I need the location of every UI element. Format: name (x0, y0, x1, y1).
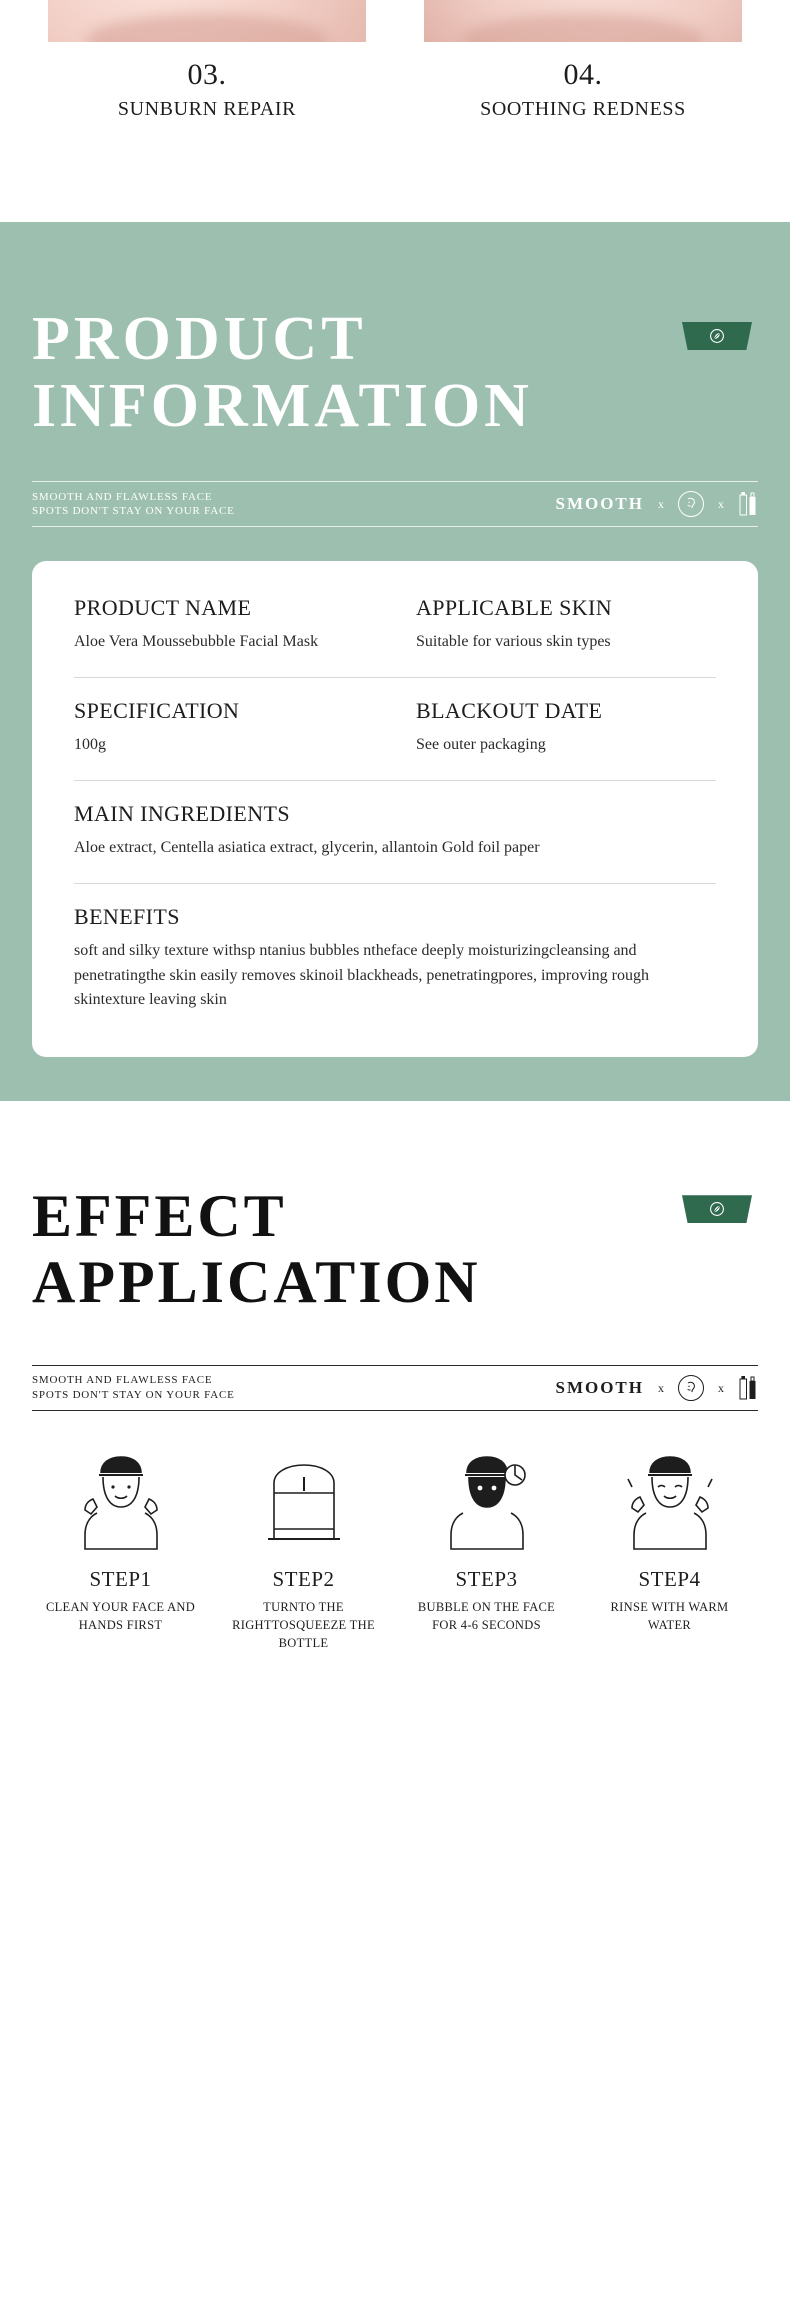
benefit-title: SOOTHING REDNESS (480, 98, 686, 120)
step-item (32, 1445, 209, 1652)
washing-face-icon (32, 1445, 209, 1555)
spec-value: soft and silky texture withsp ntanius bubbles ntheface deeply moisturizingcleansing and penetratingthe skin easily removes skinoil blackheads, penetratingpores, improving rough skintexture leaving skin (74, 941, 649, 1009)
brand-rule-bar (32, 481, 758, 527)
spec-label: PRODUCT NAME (74, 595, 252, 621)
section-title (32, 1153, 758, 1315)
spec-blackout-date (416, 698, 716, 758)
step-name: STEP4 (638, 1567, 701, 1592)
leaf-emblem-icon (682, 1195, 752, 1223)
spec-value: 100g (74, 736, 106, 754)
tagline-line1: SMOOTH AND FLAWLESS FACE (32, 490, 213, 503)
pump-bottle-icon (215, 1445, 392, 1555)
page-title-line1: PRODUCT (32, 305, 367, 373)
specification-card (32, 561, 758, 1057)
spec-benefits (74, 904, 716, 1013)
step-name: STEP1 (89, 1567, 152, 1592)
rinse-face-icon (581, 1445, 758, 1555)
step-name: STEP3 (455, 1567, 518, 1592)
spec-label: MAIN INGREDIENTS (74, 801, 290, 827)
brand-word: SMOOTH (555, 1378, 644, 1398)
benefit-number: 03. (187, 58, 227, 91)
effect-application-section (0, 1153, 790, 1682)
tagline (32, 490, 235, 520)
spec-row-middle (74, 698, 716, 758)
step-description: TURNTO THE RIGHTTOSQUEEZE THE BOTTLE (232, 1600, 375, 1651)
spec-label: BLACKOUT DATE (416, 698, 603, 724)
step-item (398, 1445, 575, 1652)
section-title-line2: APPLICATION (32, 1249, 481, 1316)
benefit-title: SUNBURN REPAIR (117, 98, 297, 120)
spec-label: BENEFITS (74, 903, 180, 929)
step-description: CLEAN YOUR FACE AND HANDS FIRST (45, 1600, 196, 1633)
spec-specification (74, 698, 374, 758)
step-name: STEP2 (272, 1567, 335, 1592)
benefit-card (48, 0, 366, 178)
section-title-line1: EFFECT (32, 1183, 287, 1250)
spec-value: Aloe Vera Moussebubble Facial Mask (74, 633, 319, 651)
spec-label: SPECIFICATION (74, 698, 240, 724)
step-item (215, 1445, 392, 1652)
brand-rule-bar (32, 1365, 758, 1411)
divider (74, 883, 716, 884)
spec-value: Aloe extract, Centella asiatica extract, glycerin, allantoin Gold foil paper (74, 839, 540, 857)
benefit-number: 04. (563, 58, 603, 91)
page-title (32, 222, 758, 440)
step-description: BUBBLE ON THE FACE FOR 4-6 SECONDS (417, 1600, 556, 1633)
spec-value: Suitable for various skin types (416, 633, 611, 651)
spec-applicable-skin (416, 595, 716, 655)
tagline-line2: SPOTS DON'T STAY ON YOUR FACE (32, 1389, 235, 1402)
spec-main-ingredients (74, 801, 716, 861)
step-item (581, 1445, 758, 1652)
tagline-line1: SMOOTH AND FLAWLESS FACE (32, 1374, 213, 1387)
tagline-line2: SPOTS DON'T STAY ON YOUR FACE (32, 505, 235, 518)
benefit-photo (424, 0, 742, 42)
steps-list (32, 1445, 758, 1652)
benefits-strip (0, 0, 790, 178)
separator-x: x (718, 496, 724, 511)
bubble-mask-icon (398, 1445, 575, 1555)
spec-value: See outer packaging (416, 736, 546, 754)
tagline (32, 1373, 235, 1403)
spec-product-name (74, 595, 374, 655)
page-title-line2: INFORMATION (32, 371, 533, 440)
brand-word: SMOOTH (555, 494, 644, 514)
benefit-card (424, 0, 742, 178)
product-information-section (0, 222, 790, 1101)
benefit-photo (48, 0, 366, 42)
divider (74, 677, 716, 678)
step-description: RINSE WITH WARM WATER (610, 1600, 729, 1633)
leaf-emblem-icon (682, 322, 752, 350)
divider (74, 780, 716, 781)
cosmetic-tube-icon (738, 491, 758, 517)
spec-row-top (74, 595, 716, 655)
separator-x: x (658, 1380, 664, 1395)
face-circle-icon (678, 491, 704, 517)
separator-x: x (658, 496, 664, 511)
cosmetic-tube-icon (738, 1375, 758, 1401)
spec-label: APPLICABLE SKIN (416, 595, 613, 621)
separator-x: x (718, 1380, 724, 1395)
face-circle-icon (678, 1375, 704, 1401)
